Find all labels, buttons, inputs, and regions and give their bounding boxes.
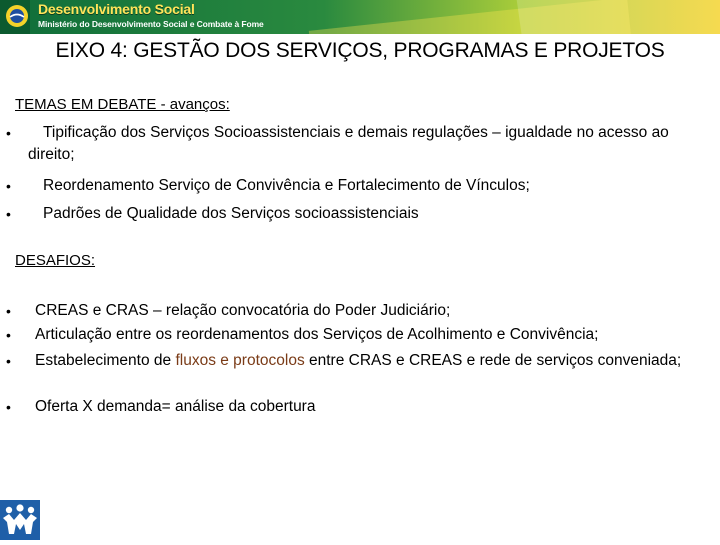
bullet-icon: • — [6, 206, 11, 222]
desafios-item: Articulação entre os reordenamentos dos Serviços de Acolhimento e Convivência; — [35, 326, 599, 343]
temas-item: Tipificação dos Serviços Socioassistenciais e demais regulações – igualdade no acesso ao direito; — [28, 124, 669, 163]
temas-item: Padrões de Qualidade dos Serviços socioassistenciais — [43, 205, 419, 222]
header-banner — [0, 0, 720, 34]
bullet-icon: • — [6, 353, 11, 369]
ministry-name: Ministério do Desenvolvimento Social e Combate à Fome — [38, 19, 264, 29]
item-text: entre CRAS e CREAS e rede de serviços conveniada; — [304, 352, 682, 369]
desafios-item: CREAS e CRAS – relação convocatória do Poder Judiciário; — [35, 302, 451, 319]
item-text: Estabelecimento de — [35, 352, 176, 369]
banner-decoration — [515, 0, 720, 34]
bullet-icon: • — [6, 327, 11, 343]
bullet-icon: • — [6, 399, 11, 415]
page-title: EIXO 4: GESTÃO DOS SERVIÇOS, PROGRAMAS E PROJETOS — [55, 39, 665, 62]
highlighted-text: fluxos e protocolos — [175, 352, 305, 369]
bullet-icon: • — [6, 125, 11, 141]
temas-item: Reordenamento Serviço de Convivência e Fortalecimento de Vínculos; — [43, 177, 530, 194]
desafios-item — [35, 350, 708, 372]
footer-logo — [0, 500, 40, 540]
desafios-item: Oferta X demanda= análise da cobertura — [35, 398, 316, 415]
bullet-icon: • — [6, 303, 11, 319]
people-group-icon — [0, 500, 40, 540]
org-name: Desenvolvimento Social — [38, 1, 195, 17]
temas-heading: TEMAS EM DEBATE - avanços: — [15, 96, 230, 113]
desafios-heading: DESAFIOS: — [15, 252, 96, 269]
bullet-icon: • — [6, 178, 11, 194]
government-logo-icon — [4, 3, 30, 29]
